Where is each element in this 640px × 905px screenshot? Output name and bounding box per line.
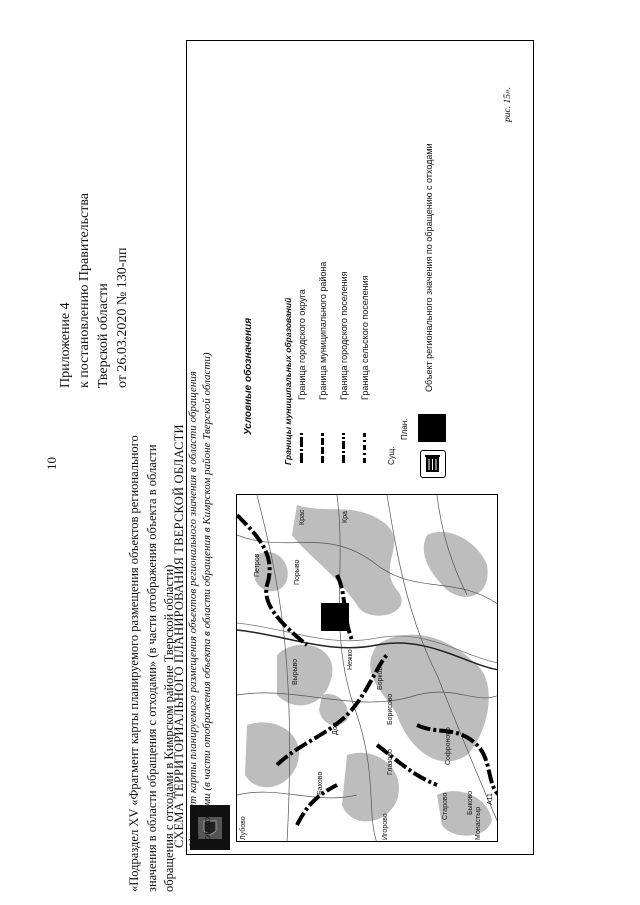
- appendix-header: [56, 193, 132, 388]
- legend-title: Условные обозначения: [243, 317, 254, 435]
- map-label: Петров: [254, 553, 261, 577]
- map-fragment: [236, 494, 498, 842]
- map-label: Глазово: [387, 749, 394, 775]
- planned-object-legend-icon: [418, 414, 446, 442]
- subsection-heading: [126, 435, 179, 892]
- scheme-subtitle-2: с отходами (в части отображения объекта в области обращения в Кимрском районе Тверской области): [201, 352, 213, 848]
- map-label: Вырыво: [292, 658, 299, 685]
- map-label: Бахово: [317, 771, 324, 795]
- map-label: Быково: [467, 790, 474, 815]
- page-number: 10: [44, 457, 59, 470]
- map-label: Игорово: [382, 813, 389, 840]
- legend-item-urban-district: Граница городского округа: [297, 289, 307, 400]
- map-label: Борково: [377, 663, 384, 690]
- map-label: Старово: [442, 792, 449, 820]
- legend-item-rural-settlement: Граница сельского поселения: [360, 275, 370, 400]
- map-label: Крас: [299, 509, 306, 525]
- map-label: Нежко: [347, 649, 354, 670]
- legend-object-label: Объект регионального значения по обращению с отходами: [424, 143, 434, 392]
- legend-item-municipal-district: Граница муниципального района: [318, 261, 328, 400]
- map-label: Борисово: [387, 693, 394, 725]
- scheme-title: СХЕМА ТЕРРИТОРИАЛЬНОГО ПЛАНИРОВАНИЯ ТВЕРСКОЙ ОБЛАСТИ: [172, 424, 186, 848]
- map-label: Кра: [342, 511, 349, 523]
- map-label: Дор: [332, 722, 339, 735]
- appendix-line-1: Приложение 4: [58, 302, 73, 388]
- legend-col-existing: Сущ.: [387, 446, 396, 465]
- appendix-line-2: к постановлению Правительства: [77, 192, 92, 388]
- figure-label: рис. 15».: [503, 86, 513, 122]
- map-canvas: [237, 495, 498, 842]
- map-label: Софроново: [445, 727, 452, 765]
- map-label: А11: [487, 793, 494, 805]
- subsection-line-2: значения в области обращения с отходами» (в части отображения объекта в области: [144, 444, 159, 892]
- map-label: Лубово: [240, 816, 247, 840]
- planned-object-marker: [321, 603, 349, 631]
- legend-col-planned: План.: [400, 418, 409, 440]
- appendix-line-4: от 26.03.2020 № 130-пп: [115, 247, 130, 388]
- subsection-line-1: «Подраздел XV «Фрагмент карты планируемого размещения объектов регионального: [127, 435, 141, 892]
- legend-line-municipal-district: [321, 433, 324, 463]
- map-label: Монастыр: [475, 806, 482, 840]
- legend-group-title: Границы муниципальных образований: [283, 297, 293, 465]
- subsection-line-3: обращения с отходами в Кимрском районе Тверской области): [162, 564, 176, 892]
- scheme-title-block: [172, 352, 214, 848]
- legend-line-urban-settlement: [342, 433, 345, 463]
- legend-line-urban-district: [300, 433, 303, 463]
- legend-line-rural-settlement: [363, 433, 366, 463]
- appendix-line-3: Тверской области: [96, 283, 111, 388]
- map-label: Порыво: [294, 559, 301, 585]
- scheme-subtitle-1: (фрагмент карты планируемого размещения объектов регионального значения в области обращения: [187, 371, 199, 848]
- waste-bin-existing-icon: [420, 450, 446, 478]
- legend-item-urban-settlement: Граница городского поселения: [339, 271, 349, 400]
